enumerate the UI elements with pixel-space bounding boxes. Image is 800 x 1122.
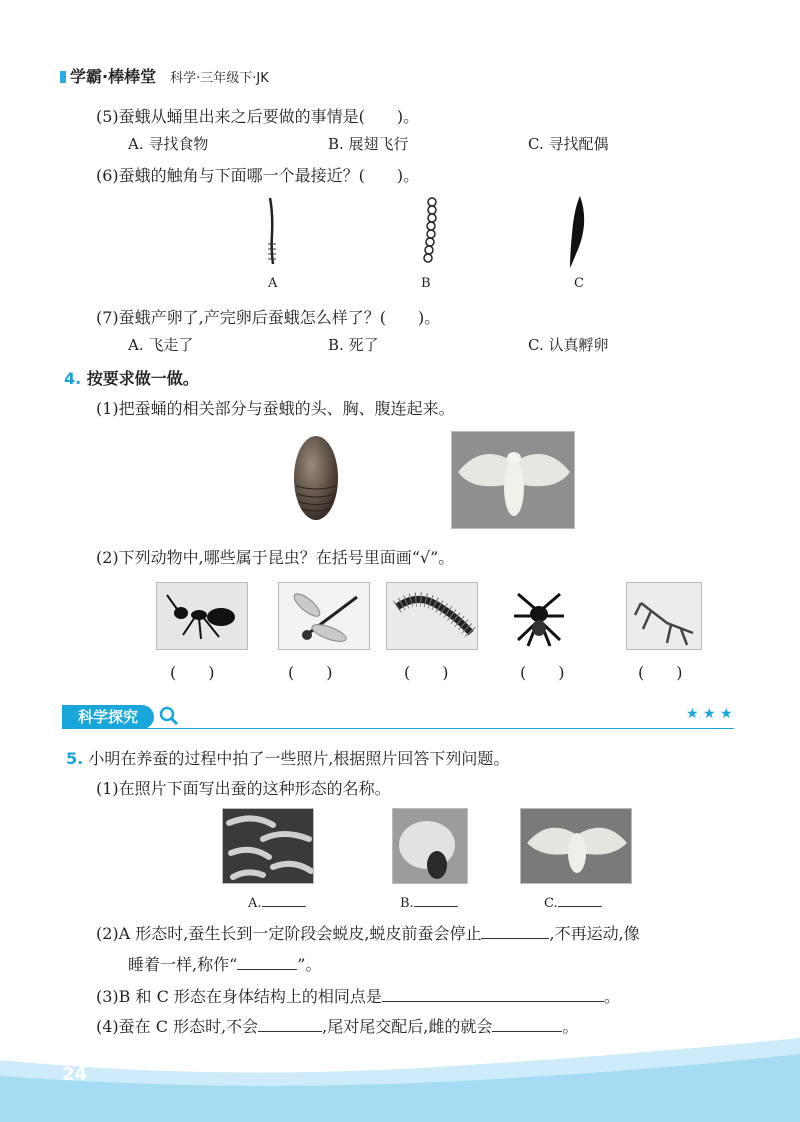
q5-3-text-b: 。 [603,987,620,1006]
pupa-image [288,432,344,526]
section-5-number: 5. [66,749,84,768]
question-7-text: (7)蚕蛾产卵了,产完卵后蚕蛾怎么样了？( )。 [96,308,441,327]
form-c-blank[interactable] [558,892,602,907]
question-4-2-text: (2)下列动物中,哪些属于昆虫？在括号里面画“√”。 [96,548,455,567]
question-5-2-line1 [96,921,640,944]
science-explore-banner [62,705,154,729]
q5-option-c: C. 寻找配偶 [528,135,609,153]
section-4-title: 按要求做一做。 [86,369,199,388]
silkworm-moth-image [451,431,575,529]
q5-4-text-a: (4)蚕在 C 形态时,不会 [96,1017,259,1036]
ant-image [156,582,248,650]
difficulty-stars: ★ ★ ★ [686,706,733,722]
centipede-image [386,582,478,650]
q7-option-a: A. 飞走了 [128,336,194,354]
dragonfly-image [278,582,370,650]
section-5-heading [66,746,509,769]
q5-option-b: B. 展翅飞行 [328,135,409,153]
answer-paren-ant[interactable]: ( ) [170,663,215,682]
cocoon-pupa-image [392,808,468,884]
magnifier-icon [158,705,180,727]
banner-label: 科学探究 [77,708,138,726]
form-b-blank[interactable] [414,892,458,907]
q5-2-blank-1[interactable] [481,924,549,939]
banner-rule [62,728,734,729]
question-5-text: (5)蚕蛾从蛹里出来之后要做的事情是( )。 [96,107,420,126]
page-header [60,64,269,87]
q5-3-blank[interactable] [382,987,604,1002]
form-b-label [400,892,458,911]
answer-paren-mantis[interactable]: ( ) [638,663,683,682]
antenna-b-image [418,194,446,270]
answer-paren-centipede[interactable]: ( ) [404,663,449,682]
q5-4-text-c: 。 [562,1017,579,1036]
question-5-3 [96,984,620,1007]
form-a-letter: A. [248,896,262,911]
antenna-b-label: B [421,276,431,291]
q5-2-blank-2[interactable] [237,955,297,970]
question-5-2-line2 [128,952,321,975]
silkworm-larvae-image [222,808,314,884]
graduation-cap-icon [60,71,66,83]
form-b-letter: B. [400,896,414,911]
antenna-a-image [256,194,288,270]
page-number: 24 [62,1064,88,1085]
answer-paren-dragonfly[interactable]: ( ) [288,663,333,682]
form-a-blank[interactable] [262,892,306,907]
spider-image [508,582,570,650]
question-5-1-text: (1)在照片下面写出蚕的这种形态的名称。 [96,779,391,798]
antenna-a-label: A [268,276,278,291]
q7-option-b: B. 死了 [328,336,379,354]
q5-option-a: A. 寻找食物 [128,135,209,153]
antenna-c-label: C [574,276,584,291]
book-subtitle: 科学·三年级下·JK [170,71,269,86]
q5-2-text-a: (2)A 形态时,蚕生长到一定阶段会蜕皮,蜕皮前蚕会停止 [96,924,482,943]
question-4-1-text: (1)把蚕蛹的相关部分与蚕蛾的头、胸、腹连起来。 [96,399,455,418]
q5-3-text-a: (3)B 和 C 形态在身体结构上的相同点是 [96,987,382,1006]
section-4-number: 4. [64,369,82,388]
answer-paren-spider[interactable]: ( ) [520,663,565,682]
antenna-c-image [562,194,592,270]
q5-2-text-c: 睡着一样,称作“ [128,955,238,974]
form-c-label [544,892,602,911]
q5-2-text-b: ,不再运动,像 [549,924,640,943]
brand-name: 学霸·棒棒堂 [70,67,157,86]
q5-2-text-d: ”。 [297,955,322,974]
section-5-title: 小明在养蚕的过程中拍了一些照片,根据照片回答下列问题。 [88,749,510,768]
section-4-heading [64,366,199,389]
q5-4-text-b: ,尾对尾交配后,雌的就会 [322,1017,493,1036]
mantis-image [626,582,702,650]
footer-wave [0,1030,800,1122]
q7-option-c: C. 认真孵卵 [528,336,609,354]
question-6-text: (6)蚕蛾的触角与下面哪一个最接近？( )。 [96,166,420,185]
adult-moth-image [520,808,632,884]
form-c-letter: C. [544,896,558,911]
form-a-label [248,892,306,911]
